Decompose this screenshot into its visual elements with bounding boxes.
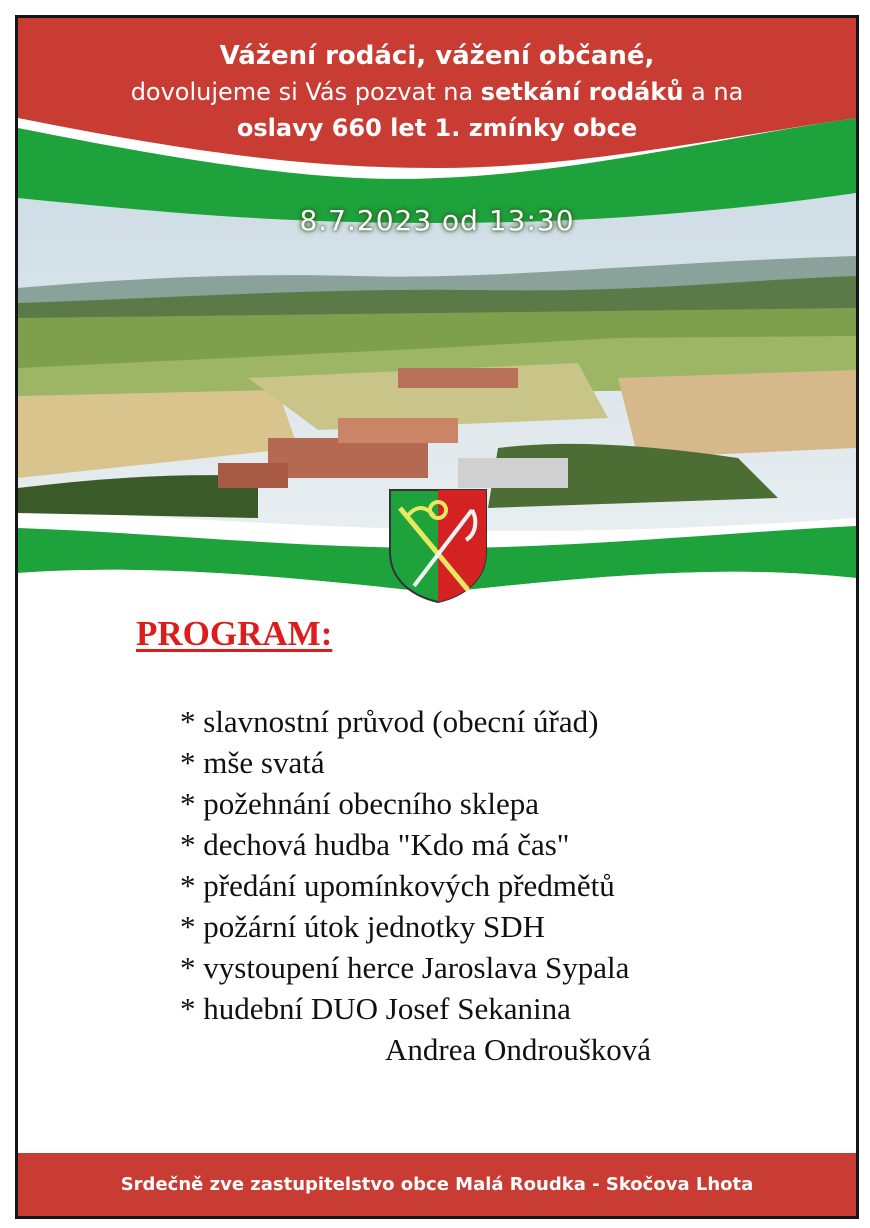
program-item-continuation: Andrea Ondroušková [385, 1032, 652, 1067]
event-date: 8.7.2023 od 13:30 [299, 204, 575, 237]
program-item: * dechová hudba "Kdo má čas" [180, 827, 570, 862]
program-item: * slavnostní průvod (obecní úřad) [180, 704, 599, 739]
footer-invitation: Srdečně zve zastupitelstvo obce Malá Roudka - Skočova Lhota [18, 1153, 856, 1216]
greeting: Vážení rodáci, vážení občané, [219, 41, 655, 71]
program-item: * vystoupení herce Jaroslava Sypala [180, 950, 630, 985]
invite-bold: setkání rodáků [480, 78, 684, 106]
program-item: * požehnání obecního sklepa [180, 786, 539, 821]
celebration-line: oslavy 660 let 1. zmínky obce [236, 114, 638, 142]
invitation-line [18, 74, 856, 110]
program-item: * mše svatá [180, 745, 325, 780]
village-landscape-photo [18, 193, 856, 531]
program-title: PROGRAM: [136, 614, 333, 653]
invitation-poster [15, 15, 859, 1219]
program-item: * hudební DUO Josef Sekanina [180, 991, 571, 1026]
program-item: * předání upomínkových předmětů [180, 868, 615, 903]
header-text [18, 38, 856, 146]
program-item: * požární útok jednotky SDH [180, 909, 546, 944]
invite-suffix: a na [683, 78, 744, 106]
invite-prefix: dovolujeme si Vás pozvat na [130, 78, 481, 106]
program-list [180, 701, 651, 1070]
village-coat-of-arms-icon [386, 486, 490, 604]
